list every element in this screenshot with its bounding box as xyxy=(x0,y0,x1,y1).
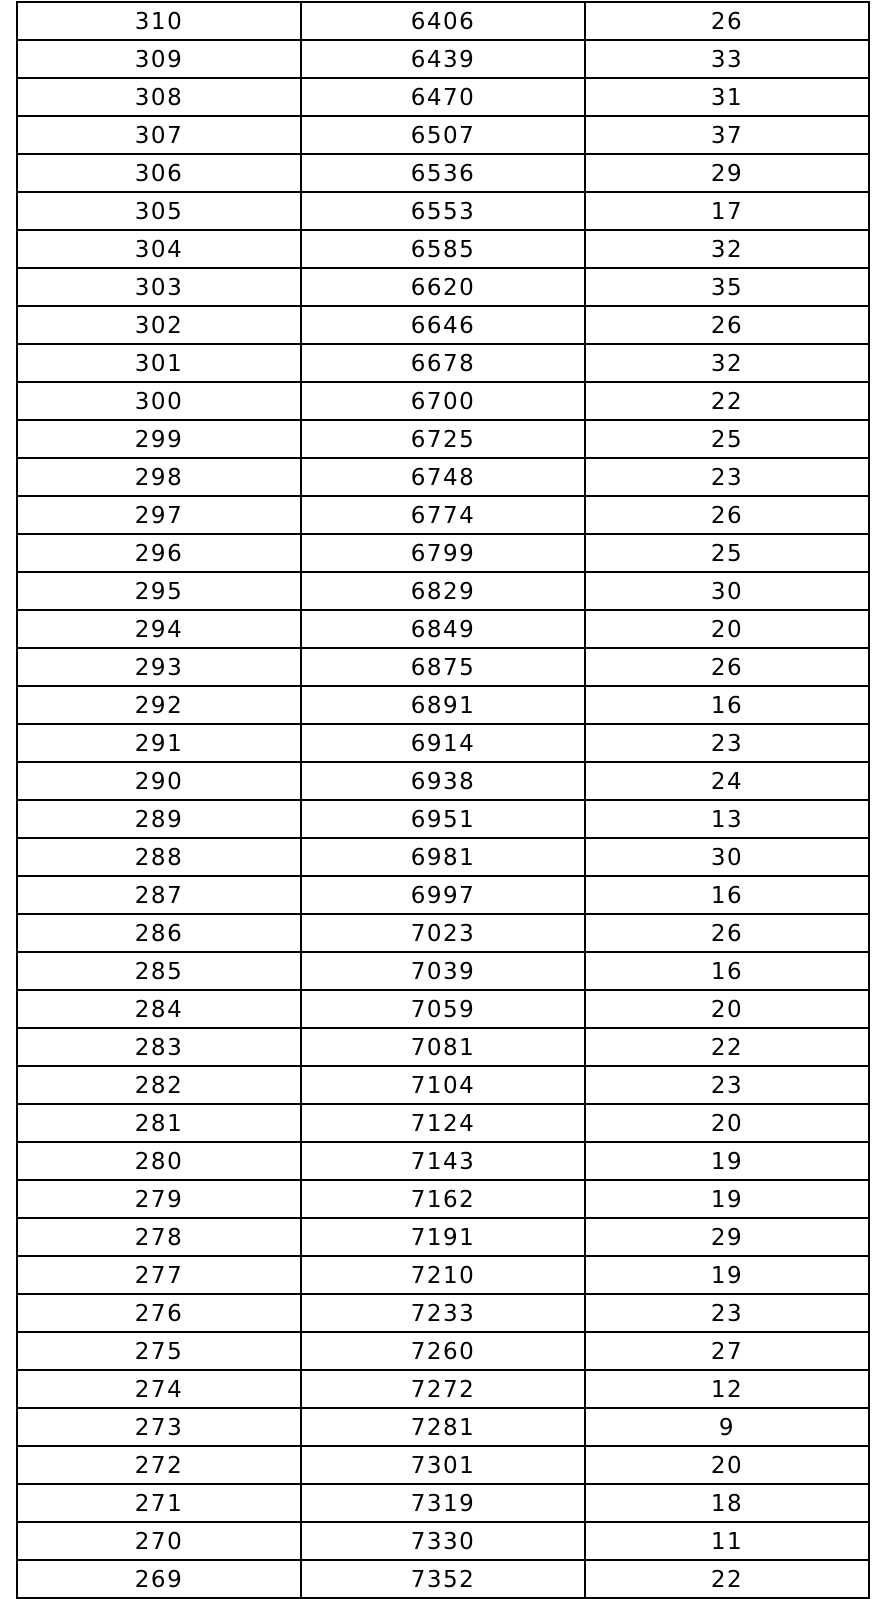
table-cell: 280 xyxy=(17,1142,301,1180)
table-cell: 276 xyxy=(17,1294,301,1332)
table-cell: 6507 xyxy=(301,116,585,154)
table-cell: 6774 xyxy=(301,496,585,534)
table-cell: 7301 xyxy=(301,1446,585,1484)
table-body xyxy=(17,2,869,1598)
table-cell: 291 xyxy=(17,724,301,762)
table-cell: 23 xyxy=(585,458,869,496)
table-cell: 16 xyxy=(585,952,869,990)
table-cell: 22 xyxy=(585,1560,869,1598)
table-cell: 304 xyxy=(17,230,301,268)
table-cell: 20 xyxy=(585,1446,869,1484)
table-cell: 26 xyxy=(585,648,869,686)
table-cell: 285 xyxy=(17,952,301,990)
table-cell: 6849 xyxy=(301,610,585,648)
table-cell: 271 xyxy=(17,1484,301,1522)
table-cell: 281 xyxy=(17,1104,301,1142)
table-cell: 298 xyxy=(17,458,301,496)
table-cell: 7162 xyxy=(301,1180,585,1218)
table-cell: 279 xyxy=(17,1180,301,1218)
table-cell: 6799 xyxy=(301,534,585,572)
table-cell: 6875 xyxy=(301,648,585,686)
table-cell: 7260 xyxy=(301,1332,585,1370)
table-cell: 283 xyxy=(17,1028,301,1066)
table-cell: 300 xyxy=(17,382,301,420)
table-cell: 277 xyxy=(17,1256,301,1294)
table-row xyxy=(17,762,869,800)
table-cell: 37 xyxy=(585,116,869,154)
table-row xyxy=(17,192,869,230)
table-cell: 23 xyxy=(585,1294,869,1332)
table-cell: 6829 xyxy=(301,572,585,610)
table-row xyxy=(17,1142,869,1180)
table-cell: 309 xyxy=(17,40,301,78)
table-cell: 20 xyxy=(585,1104,869,1142)
table-row xyxy=(17,230,869,268)
table-row xyxy=(17,648,869,686)
table-cell: 27 xyxy=(585,1332,869,1370)
table-cell: 294 xyxy=(17,610,301,648)
table-cell: 29 xyxy=(585,154,869,192)
table-cell: 7210 xyxy=(301,1256,585,1294)
table-row xyxy=(17,1104,869,1142)
table-cell: 6914 xyxy=(301,724,585,762)
table-cell: 13 xyxy=(585,800,869,838)
table-cell: 6439 xyxy=(301,40,585,78)
table-cell: 270 xyxy=(17,1522,301,1560)
table-cell: 7281 xyxy=(301,1408,585,1446)
table-row xyxy=(17,800,869,838)
table-cell: 16 xyxy=(585,876,869,914)
table-row xyxy=(17,78,869,116)
table-row xyxy=(17,1218,869,1256)
table-cell: 25 xyxy=(585,420,869,458)
table-cell: 7023 xyxy=(301,914,585,952)
table-cell: 278 xyxy=(17,1218,301,1256)
table-cell: 297 xyxy=(17,496,301,534)
table-row xyxy=(17,1294,869,1332)
table-row xyxy=(17,420,869,458)
table-cell: 7059 xyxy=(301,990,585,1028)
table-cell: 6620 xyxy=(301,268,585,306)
table-row xyxy=(17,2,869,40)
table-cell: 6700 xyxy=(301,382,585,420)
table-cell: 7233 xyxy=(301,1294,585,1332)
table-row xyxy=(17,724,869,762)
table-row xyxy=(17,116,869,154)
table-cell: 275 xyxy=(17,1332,301,1370)
table-cell: 6938 xyxy=(301,762,585,800)
table-cell: 22 xyxy=(585,1028,869,1066)
table-cell: 302 xyxy=(17,306,301,344)
table-cell: 23 xyxy=(585,1066,869,1104)
table-cell: 7330 xyxy=(301,1522,585,1560)
table-row xyxy=(17,1408,869,1446)
table-cell: 293 xyxy=(17,648,301,686)
table-cell: 6678 xyxy=(301,344,585,382)
table-cell: 289 xyxy=(17,800,301,838)
table-row xyxy=(17,1560,869,1598)
table-cell: 310 xyxy=(17,2,301,40)
table-cell: 26 xyxy=(585,496,869,534)
table-cell: 274 xyxy=(17,1370,301,1408)
table-row xyxy=(17,534,869,572)
table-cell: 35 xyxy=(585,268,869,306)
table-cell: 272 xyxy=(17,1446,301,1484)
table-cell: 7124 xyxy=(301,1104,585,1142)
table-cell: 26 xyxy=(585,306,869,344)
table-row xyxy=(17,496,869,534)
table-row xyxy=(17,876,869,914)
table-row xyxy=(17,1370,869,1408)
table-cell: 17 xyxy=(585,192,869,230)
table-cell: 32 xyxy=(585,344,869,382)
table-row xyxy=(17,914,869,952)
table-cell: 7191 xyxy=(301,1218,585,1256)
table-cell: 7352 xyxy=(301,1560,585,1598)
table-cell: 19 xyxy=(585,1256,869,1294)
table-cell: 6748 xyxy=(301,458,585,496)
table-cell: 19 xyxy=(585,1180,869,1218)
table-cell: 19 xyxy=(585,1142,869,1180)
table-cell: 26 xyxy=(585,2,869,40)
table-cell: 303 xyxy=(17,268,301,306)
table-cell: 7081 xyxy=(301,1028,585,1066)
table-row xyxy=(17,268,869,306)
table-cell: 295 xyxy=(17,572,301,610)
table-cell: 6406 xyxy=(301,2,585,40)
table-cell: 306 xyxy=(17,154,301,192)
table-cell: 6951 xyxy=(301,800,585,838)
table-cell: 7143 xyxy=(301,1142,585,1180)
table-cell: 24 xyxy=(585,762,869,800)
table-row xyxy=(17,458,869,496)
table-cell: 26 xyxy=(585,914,869,952)
table-cell: 6997 xyxy=(301,876,585,914)
table-cell: 287 xyxy=(17,876,301,914)
table-cell: 6585 xyxy=(301,230,585,268)
table-row xyxy=(17,572,869,610)
table-row xyxy=(17,306,869,344)
table-cell: 18 xyxy=(585,1484,869,1522)
table-row xyxy=(17,1522,869,1560)
table-row xyxy=(17,154,869,192)
table-cell: 29 xyxy=(585,1218,869,1256)
table-cell: 296 xyxy=(17,534,301,572)
table-cell: 6470 xyxy=(301,78,585,116)
table-row xyxy=(17,1256,869,1294)
table-row xyxy=(17,610,869,648)
table-cell: 25 xyxy=(585,534,869,572)
table-cell: 6646 xyxy=(301,306,585,344)
table-cell: 284 xyxy=(17,990,301,1028)
table-cell: 299 xyxy=(17,420,301,458)
table-cell: 305 xyxy=(17,192,301,230)
table-cell: 282 xyxy=(17,1066,301,1104)
table-row xyxy=(17,382,869,420)
table-row xyxy=(17,686,869,724)
table-cell: 6553 xyxy=(301,192,585,230)
table-cell: 12 xyxy=(585,1370,869,1408)
table-row xyxy=(17,40,869,78)
table-row xyxy=(17,344,869,382)
table-row xyxy=(17,1066,869,1104)
table-cell: 292 xyxy=(17,686,301,724)
table-cell: 33 xyxy=(585,40,869,78)
table-cell: 23 xyxy=(585,724,869,762)
table-cell: 6536 xyxy=(301,154,585,192)
table-row xyxy=(17,1446,869,1484)
table-cell: 6891 xyxy=(301,686,585,724)
table-cell: 286 xyxy=(17,914,301,952)
table-row xyxy=(17,990,869,1028)
table-cell: 11 xyxy=(585,1522,869,1560)
table-cell: 290 xyxy=(17,762,301,800)
table-cell: 307 xyxy=(17,116,301,154)
table-cell: 288 xyxy=(17,838,301,876)
table-row xyxy=(17,952,869,990)
table-cell: 31 xyxy=(585,78,869,116)
table-cell: 20 xyxy=(585,610,869,648)
table-cell: 301 xyxy=(17,344,301,382)
table-cell: 7272 xyxy=(301,1370,585,1408)
table-cell: 308 xyxy=(17,78,301,116)
table-row xyxy=(17,1180,869,1218)
table-row xyxy=(17,1332,869,1370)
table-cell: 6981 xyxy=(301,838,585,876)
score-table xyxy=(16,1,870,1599)
table-cell: 7039 xyxy=(301,952,585,990)
table-row xyxy=(17,1484,869,1522)
table-cell: 16 xyxy=(585,686,869,724)
table-cell: 20 xyxy=(585,990,869,1028)
table-cell: 22 xyxy=(585,382,869,420)
table-cell: 273 xyxy=(17,1408,301,1446)
table-row xyxy=(17,838,869,876)
table-cell: 6725 xyxy=(301,420,585,458)
table-cell: 9 xyxy=(585,1408,869,1446)
table-cell: 7104 xyxy=(301,1066,585,1104)
table-cell: 7319 xyxy=(301,1484,585,1522)
table-cell: 269 xyxy=(17,1560,301,1598)
table-cell: 32 xyxy=(585,230,869,268)
table-cell: 30 xyxy=(585,572,869,610)
table-cell: 30 xyxy=(585,838,869,876)
table-row xyxy=(17,1028,869,1066)
